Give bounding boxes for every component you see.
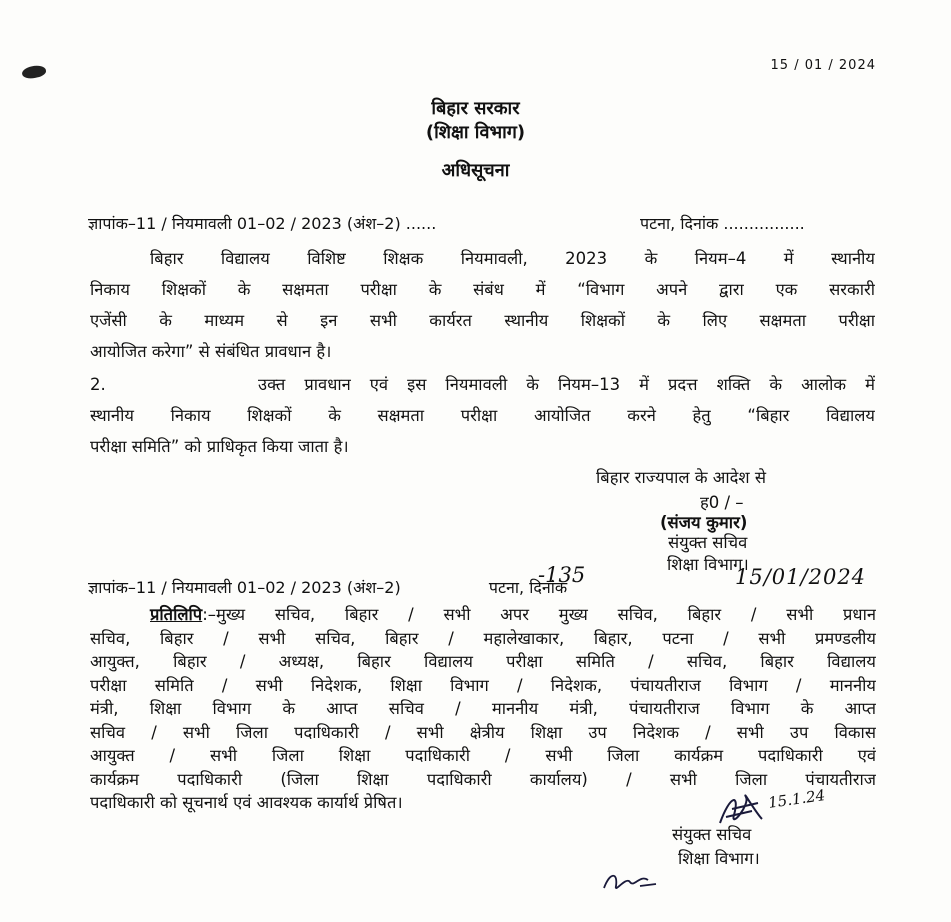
signatory-name: (संजय कुमार) xyxy=(660,513,748,532)
reference-number-2 xyxy=(88,576,567,598)
paragraph-line: स्थानीय निकाय शिक्षकों के सक्षमता परीक्षा आयोजित करने हेतु “बिहार विद्यालय xyxy=(90,406,875,425)
department-title: (शिक्षा विभाग) xyxy=(425,122,526,143)
ink-smudge xyxy=(21,64,47,81)
copy-line: सचिव, बिहार / सभी सचिव, बिहार / महालेखाकार, बिहार, पटना / सभी प्रमण्डलीय xyxy=(90,628,876,648)
closing-department: शिक्षा विभाग। xyxy=(678,849,760,868)
reference-number: ज्ञापांक–11 / नियमावली 01–02 / 2023 (अंश–2) ...... xyxy=(88,214,437,233)
place-date-label: पटना, दिनांक xyxy=(488,578,568,597)
copy-line: प्रतिलिपि:–मुख्य सचिव, बिहार / सभी अपर मुख्य सचिव, बिहार / सभी प्रधान xyxy=(150,605,876,624)
paragraph-line: परीक्षा समिति” को प्राधिकृत किया जाता है। xyxy=(90,437,349,456)
signatory-designation: संयुक्त सचिव xyxy=(668,533,748,552)
copy-line: परीक्षा समिति / सभी निदेशक, शिक्षा विभाग / निदेशक, पंचायतीराज विभाग / माननीय xyxy=(90,675,876,695)
paragraph-line: बिहार विद्यालय विशिष्ट शिक्षक नियमावली, 2023 के नियम–4 में स्थानीय xyxy=(150,249,875,268)
signature-date: 15.1.24 xyxy=(767,786,827,812)
handwritten-date: 15/01/2024 xyxy=(735,565,867,589)
order-line: बिहार राज्यपाल के आदेश से xyxy=(596,468,766,487)
signed-mark: ह0 / – xyxy=(700,493,744,512)
handwritten-initials xyxy=(600,866,660,896)
copy-line: मंत्री, शिक्षा विभाग के आप्त सचिव / माननीय मंत्री, पंचायतीराज विभाग के आप्त xyxy=(90,699,876,718)
signatory-department: शिक्षा विभाग। xyxy=(667,555,749,574)
handwritten-ref-number: -135 xyxy=(538,563,586,587)
reference-number-text: ज्ञापांक–11 / नियमावली 01–02 / 2023 (अंश–2) xyxy=(88,578,401,597)
copy-label: प्रतिलिपि xyxy=(150,605,203,624)
copy-line: सचिव / सभी जिला पदाधिकारी / सभी क्षेत्रीय शिक्षा उप निदेशक / सभी उप विकास xyxy=(90,722,876,742)
paragraph-line: आयोजित करेगा” से संबंधित प्रावधान है। xyxy=(90,342,332,361)
closing-designation: संयुक्त सचिव xyxy=(672,825,752,844)
copy-line: आयुक्त, बिहार / अध्यक्ष, बिहार विद्यालय परीक्षा समिति / सचिव, बिहार विद्यालय xyxy=(90,652,876,671)
copy-line: कार्यक्रम पदाधिकारी (जिला शिक्षा पदाधिकारी कार्यालय) / सभी जिला पंचायतीराज xyxy=(90,769,876,789)
paragraph-line: एजेंसी के माध्यम से इन सभी कार्यरत स्थानीय शिक्षकों के लिए सक्षमता परीक्षा xyxy=(90,311,875,330)
government-title: बिहार सरकार xyxy=(431,98,520,119)
paragraph-1 xyxy=(90,243,875,367)
copy-line: आयुक्त / सभी जिला शिक्षा पदाधिकारी / सभी जिला कार्यक्रम पदाधिकारी एवं xyxy=(90,746,876,765)
copy-to-block xyxy=(90,603,876,815)
paragraph-line: निकाय शिक्षकों के सक्षमता परीक्षा के संबंध में “विभाग अपने द्वारा एक सरकारी xyxy=(90,280,875,299)
notification-heading: अधिसूचना xyxy=(441,160,510,181)
document-date: 15 / 01 / 2024 xyxy=(770,58,876,73)
paragraph-2 xyxy=(90,369,875,462)
copy-line: पदाधिकारी को सूचनार्थ एवं आवश्यक कार्यार्थ प्रेषित। xyxy=(90,793,403,812)
place-date: पटना, दिनांक ................ xyxy=(640,214,805,233)
paragraph-line: 2. उक्त प्रावधान एवं इस नियमावली के नियम–13 में प्रदत्त शक्ति के आलोक में xyxy=(90,375,875,394)
